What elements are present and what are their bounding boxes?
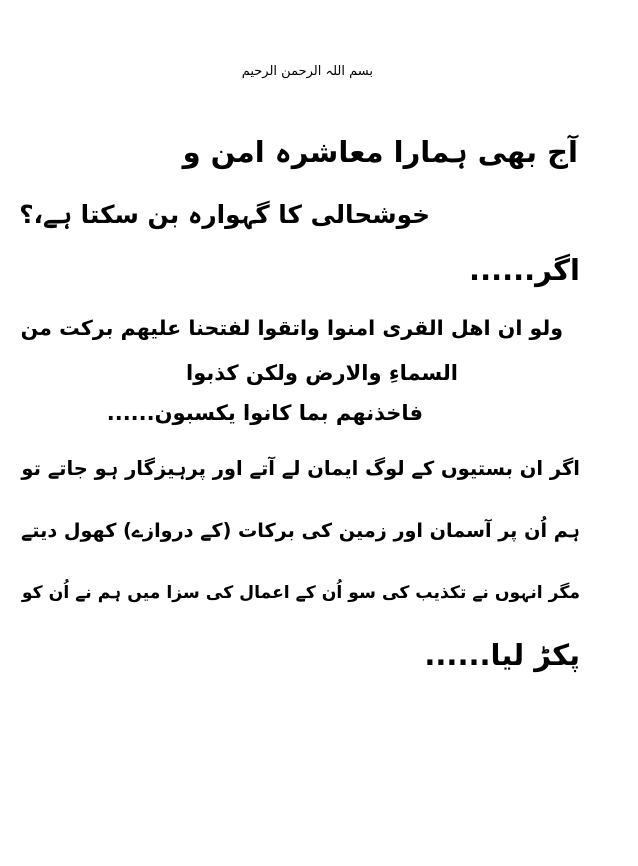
intro-text: اگر...... <box>469 253 580 287</box>
verse-line-3: فاخذنھم بما کانوا یکسبون...... <box>106 401 423 425</box>
heading-line-2: خوشحالی کا گہوارہ بن سکتا ہے،؟ <box>19 200 430 229</box>
translation-line-4: پکڑ لیا...... <box>424 638 580 672</box>
translation-line-1: اگر ان بستیوں کے لوگ ایمان لے آتے اور پرہیزگار ہو جاتے تو <box>21 457 580 480</box>
heading-line-1: آج بھی ہمارا معاشرہ امن و <box>182 135 578 169</box>
verse-line-2: السماءِ والارض ولکن کذبوا <box>186 361 458 385</box>
translation-line-3: مگر انہوں نے تکذیب کی سو اُن کے اعمال کی سزا میں ہم نے اُن کو <box>21 583 580 603</box>
bismillah-header: بسم اللہ الرحمن الرحیم <box>241 64 373 79</box>
verse-line-1: ولو ان اھل القری امنوا واتقوا لفتحنا علیھم برکت من <box>20 316 563 340</box>
translation-line-2: ہم اُن پر آسمان اور زمین کی برکات (کے دروازے) کھول دیتے <box>21 519 580 542</box>
